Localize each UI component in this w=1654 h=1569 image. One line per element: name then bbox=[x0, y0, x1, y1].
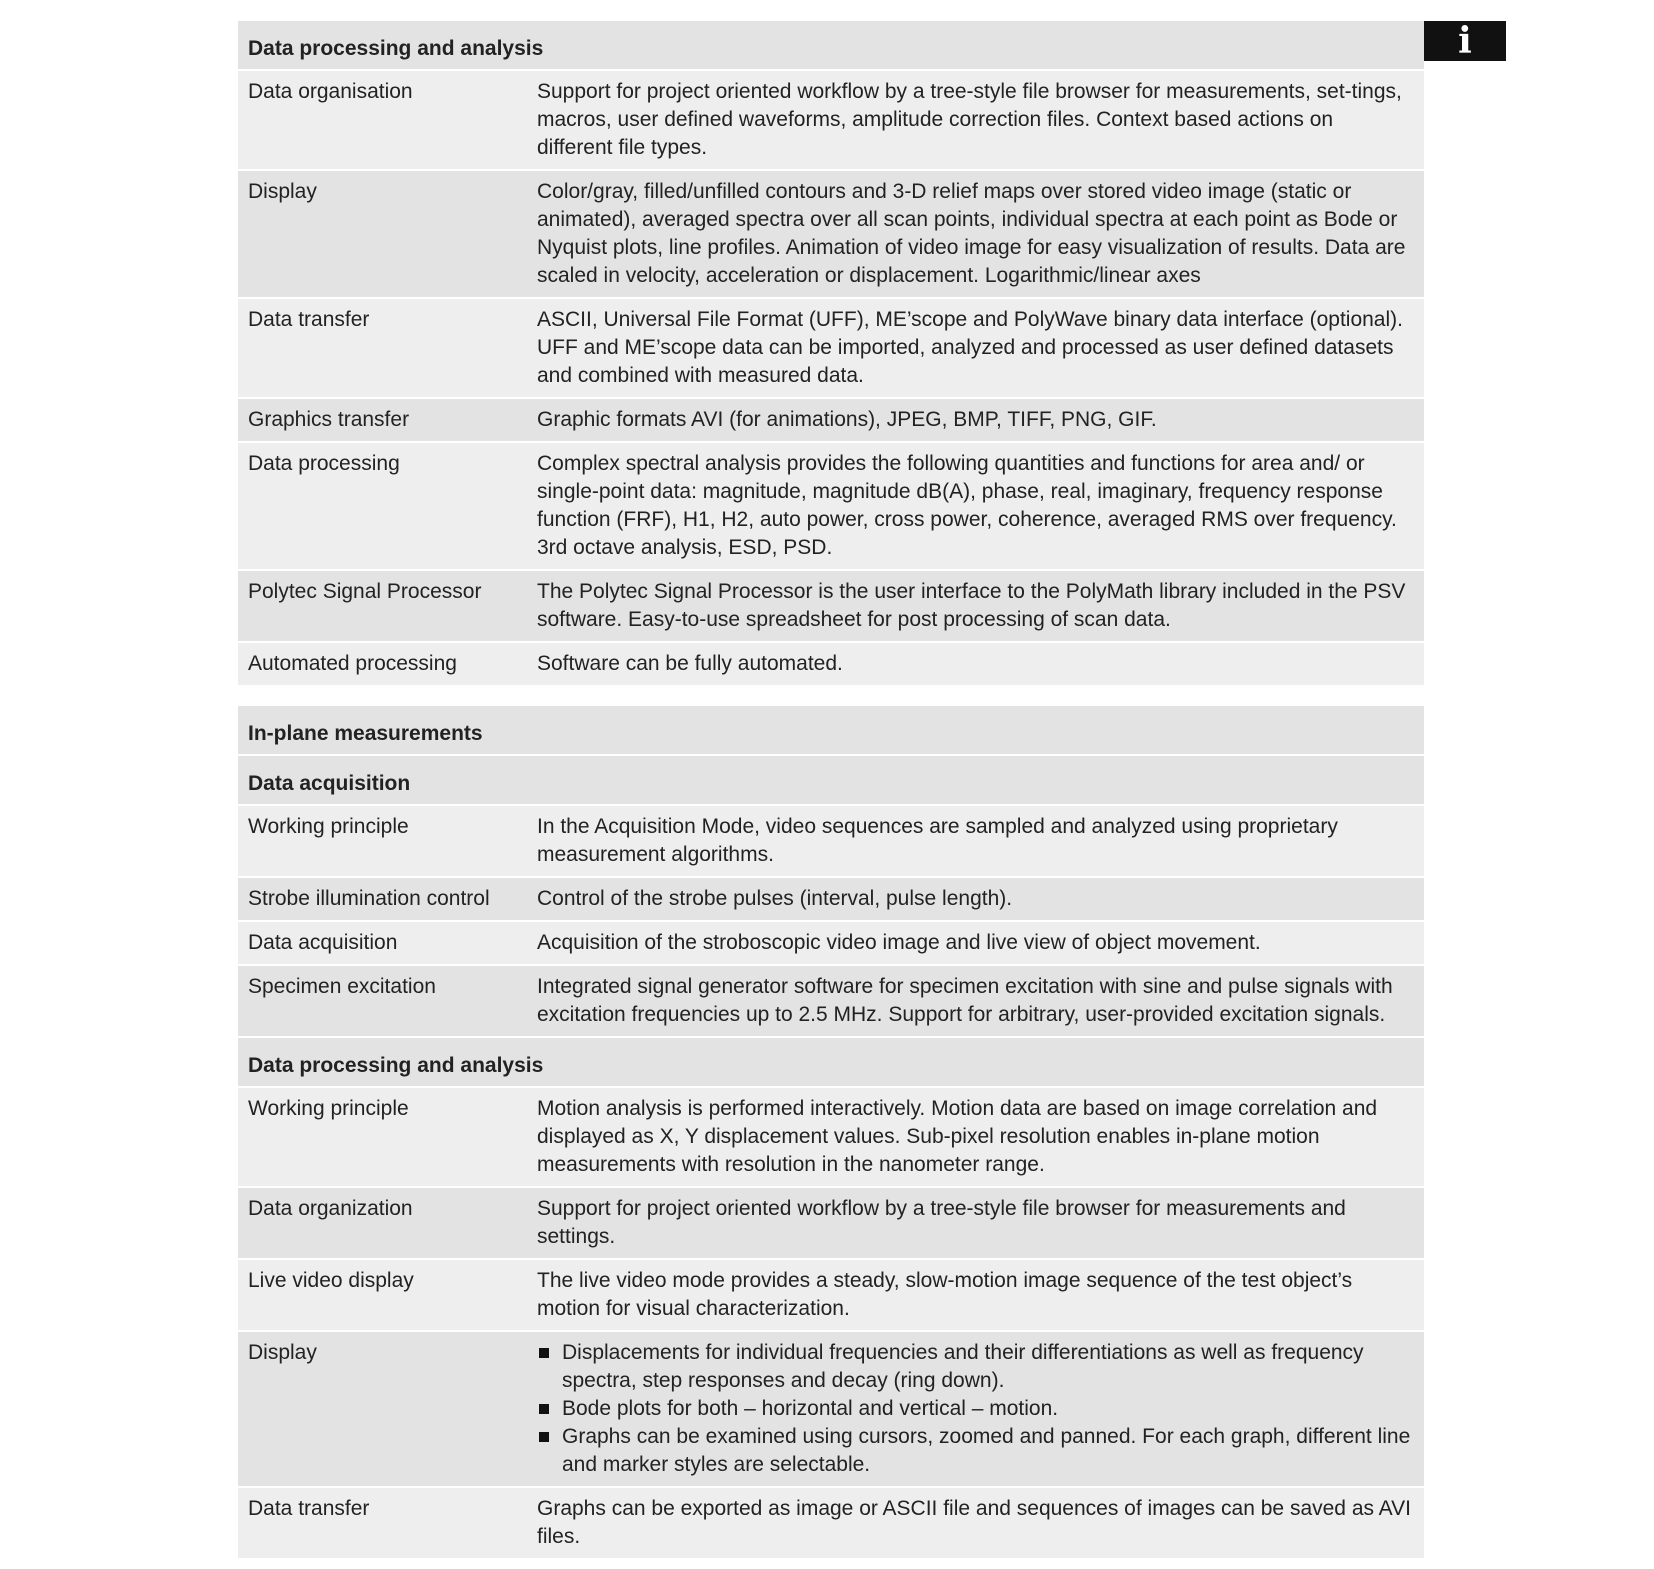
row-value: The Polytec Signal Processor is the user interface to the PolyMath library included in the PSV software. Easy-to-use spreadsheet for post processing of scan data. bbox=[537, 580, 1406, 631]
table-row bbox=[238, 299, 1424, 399]
row-value: Control of the strobe pulses (interval, pulse length). bbox=[537, 887, 1013, 910]
row-label: Strobe illumination control bbox=[248, 887, 490, 910]
row-value: Acquisition of the stroboscopic video image and live view of object movement. bbox=[537, 931, 1261, 954]
row-label: Data transfer bbox=[248, 1497, 370, 1520]
table-row bbox=[238, 571, 1424, 643]
row-label: Data acquisition bbox=[248, 931, 398, 954]
row-label: Data processing bbox=[248, 452, 400, 475]
row-value: Graphs can be exported as image or ASCII file and sequences of images can be saved as AVI files. bbox=[537, 1497, 1411, 1548]
row-value: ASCII, Universal File Format (UFF), ME’scope and PolyWave binary data interface (optional). UFF and ME’scope data can be imported, analyzed and processed as user defined datasets and combined with measured data. bbox=[537, 308, 1403, 387]
subsection-heading bbox=[238, 756, 1424, 806]
table-row bbox=[238, 1188, 1424, 1260]
row-value: Motion analysis is performed interactively. Motion data are based on image correlation and displayed as X, Y displacement values. Sub-pixel resolution enables in-plane motion measurements with resolution in the nanometer range. bbox=[537, 1097, 1378, 1176]
row-label: Polytec Signal Processor bbox=[248, 580, 482, 603]
row-value: Integrated signal generator software for specimen excitation with sine and pulse signals with excitation frequencies up to 2.5 MHz. Support for arbitrary, user-provided excitation signals. bbox=[537, 975, 1393, 1026]
bullet-item: Bode plots for both – horizontal and vertical – motion. bbox=[537, 1395, 1414, 1423]
table-row bbox=[238, 443, 1424, 571]
row-value: Support for project oriented workflow by a tree-style file browser for measurements and settings. bbox=[537, 1197, 1346, 1248]
table-row bbox=[238, 922, 1424, 966]
table-row bbox=[238, 1260, 1424, 1332]
row-value: Color/gray, filled/unfilled contours and 3-D relief maps over stored video image (static or animated), averaged spectra over all scan points, individual spectra at each point as Bode or Nyquist plots, line profiles. Animation of video image for easy visualization of results. Data are scaled in velocity, acceleration or displacement. Logarithmic/linear axes bbox=[537, 180, 1406, 287]
bullet-item: Graphs can be examined using cursors, zoomed and panned. For each graph, different line and marker styles are selectable. bbox=[537, 1423, 1414, 1479]
row-value: The live video mode provides a steady, slow-motion image sequence of the test object’s motion for visual characterization. bbox=[537, 1269, 1353, 1320]
row-value: Complex spectral analysis provides the following quantities and functions for area and/ or single-point data: magnitude, magnitude dB(A), phase, real, imaginary, frequency response function (FRF), H1, H2, auto power, cross power, coherence, averaged RMS over frequency. 3rd octave analysis, ESD, PSD. bbox=[537, 452, 1397, 559]
row-value: Software can be fully automated. bbox=[537, 652, 843, 675]
row-label: Automated processing bbox=[248, 652, 457, 675]
subsection-heading-label: Data processing and analysis bbox=[248, 1054, 544, 1077]
row-label: Data organization bbox=[248, 1197, 413, 1220]
section-heading bbox=[238, 706, 1424, 756]
row-value: Graphic formats AVI (for animations), JPEG, BMP, TIFF, PNG, GIF. bbox=[537, 408, 1157, 431]
table-row bbox=[238, 1332, 1424, 1488]
table-row bbox=[238, 171, 1424, 299]
spec-table-in-plane bbox=[238, 706, 1424, 1560]
table-row bbox=[238, 399, 1424, 443]
row-label: Display bbox=[248, 180, 317, 203]
table-row bbox=[238, 1488, 1424, 1560]
table-row bbox=[238, 1088, 1424, 1188]
row-label: Data organisation bbox=[248, 80, 413, 103]
section-heading-label: In-plane measurements bbox=[248, 722, 483, 745]
table-row bbox=[238, 878, 1424, 922]
row-label: Specimen excitation bbox=[248, 975, 436, 998]
bullet-item: Displacements for individual frequencies and their differentiations as well as frequency spectra, step responses and decay (ring down). bbox=[537, 1339, 1414, 1395]
row-label: Live video display bbox=[248, 1269, 414, 1292]
row-value: Support for project oriented workflow by a tree-style file browser for measurements, set-tings, macros, user defined waveforms, amplitude correction files. Context based actions on different file types. bbox=[537, 80, 1402, 159]
row-label: Working principle bbox=[248, 815, 409, 838]
row-label: Display bbox=[248, 1341, 317, 1364]
row-value: In the Acquisition Mode, video sequences are sampled and analyzed using proprietary measurement algorithms. bbox=[537, 815, 1338, 866]
subsection-heading bbox=[238, 1038, 1424, 1088]
section-heading-label: Data processing and analysis bbox=[248, 37, 544, 60]
table-row bbox=[238, 806, 1424, 878]
row-label: Working principle bbox=[248, 1097, 409, 1120]
table-row bbox=[238, 643, 1424, 687]
row-label: Data transfer bbox=[248, 308, 370, 331]
row-label: Graphics transfer bbox=[248, 408, 410, 431]
subsection-heading-label: Data acquisition bbox=[248, 772, 411, 795]
bullet-list bbox=[537, 1339, 1414, 1479]
table-row bbox=[238, 71, 1424, 171]
section-heading bbox=[238, 21, 1424, 71]
row-value bbox=[537, 1332, 1424, 1486]
table-row bbox=[238, 966, 1424, 1038]
info-icon: i bbox=[1424, 21, 1506, 61]
spec-table-data-processing bbox=[238, 21, 1424, 687]
